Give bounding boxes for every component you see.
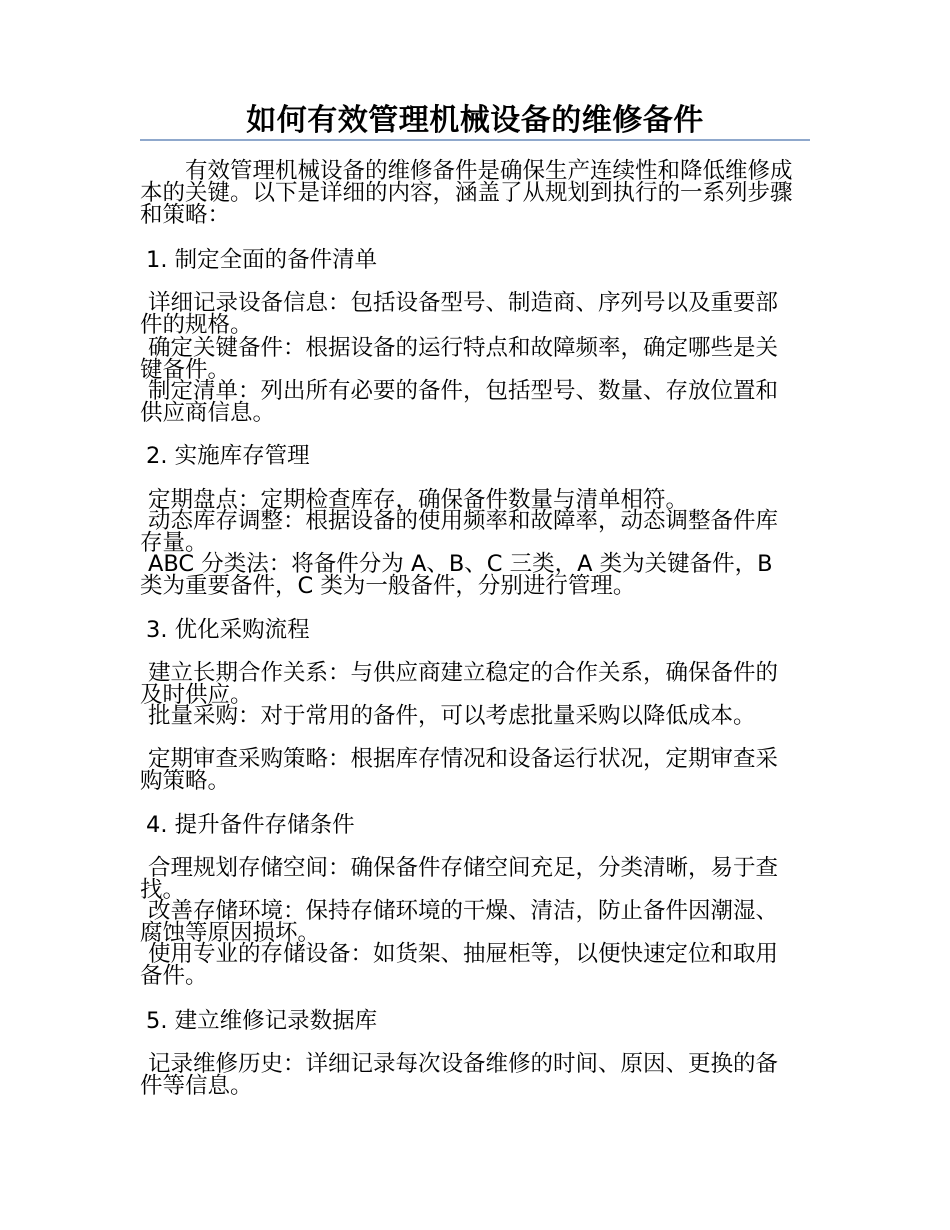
intro-paragraph: 有效管理机械设备的维修备件是确保生产连续性和降低维修成本的关键。以下是详细的内容，涵盖了从规划到执行的一系列步骤和策略： <box>140 158 793 228</box>
section-heading-2: 2. 实施库存管理 <box>146 443 310 469</box>
section-heading-4: 4. 提升备件存储条件 <box>146 812 355 838</box>
section-heading-5: 5. 建立维修记录数据库 <box>146 1008 378 1034</box>
section-2-item-1: 定期盘点：定期检查库存，确保备件数量与清单相符。 <box>148 487 689 513</box>
section-1-item-2: 确定关键备件：根据设备的运行特点和故障频率，确定哪些是关键备件。 <box>140 335 779 383</box>
section-4-item-3: 使用专业的存储设备：如货架、抽屉柜等，以便快速定位和取用备件。 <box>140 941 779 989</box>
section-5-item-1: 记录维修历史：详细记录每次设备维修的时间、原因、更换的备件等信息。 <box>140 1051 779 1099</box>
page-title: 如何有效管理机械设备的维修备件 <box>246 103 704 138</box>
section-2-item-2: 动态库存调整：根据设备的使用频率和故障率，动态调整备件库存量。 <box>140 508 779 556</box>
section-3-item-2: 批量采购：对于常用的备件，可以考虑批量采购以降低成本。 <box>148 703 756 729</box>
title-underline <box>140 139 810 141</box>
section-heading-1: 1. 制定全面的备件清单 <box>146 247 378 273</box>
section-heading-3: 3. 优化采购流程 <box>146 617 310 643</box>
section-1-item-1: 详细记录设备信息：包括设备型号、制造商、序列号以及重要部件的规格。 <box>140 290 779 338</box>
section-3-item-1: 建立长期合作关系：与供应商建立稳定的合作关系，确保备件的及时供应。 <box>140 660 779 708</box>
section-4-item-2: 改善存储环境：保持存储环境的干燥、清洁，防止备件因潮湿、腐蚀等原因损坏。 <box>140 898 779 946</box>
section-2-item-3: ABC 分类法：将备件分为 A、B、C 三类，A 类为关键备件，B 类为重要备件，C 类为一般备件，分别进行管理。 <box>140 551 773 599</box>
section-3-item-3: 定期审查采购策略：根据库存情况和设备运行状况，定期审查采购策略。 <box>140 746 779 794</box>
section-4-item-1: 合理规划存储空间：确保备件存储空间充足，分类清晰，易于查找。 <box>140 855 779 903</box>
section-1-item-3: 制定清单：列出所有必要的备件，包括型号、数量、存放位置和供应商信息。 <box>140 378 779 426</box>
